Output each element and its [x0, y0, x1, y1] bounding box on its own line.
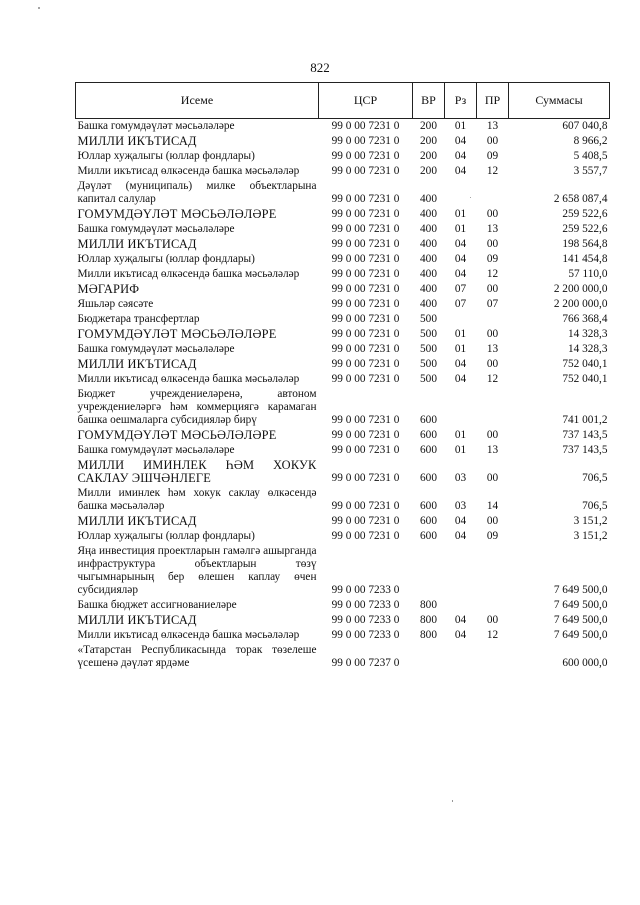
cell-pr: 13: [486, 120, 499, 132]
cell-name: Башка гомумдәүләт мәсьәләләре: [77, 120, 235, 132]
cell-csr: 99 0 00 7233 0: [331, 599, 400, 611]
cell-csr: 99 0 00 7233 0: [331, 629, 400, 641]
cell-sum: 14 328,3: [567, 328, 608, 340]
cell-rz: 04: [454, 268, 467, 280]
cell-sum: 198 564,8: [562, 238, 608, 250]
cell-name: Милли икътисад өлкәсендә башка мәсьәләләр: [77, 629, 300, 641]
cell-name: Милли икътисад өлкәсендә башка мәсьәләләр: [77, 268, 300, 280]
cell-sum: 2 200 000,0: [553, 298, 608, 310]
cell-sum: 3 557,7: [573, 165, 608, 177]
cell-sum: 7 649 500,0: [553, 584, 608, 596]
cell-name: МИЛЛИ ИМИНЛЕК ҺӘМ ХОКУК САКЛАУ ЭШЧӘНЛЕГЕ: [77, 458, 317, 485]
cell-rz: [445, 544, 477, 598]
cell-vr: 800: [420, 629, 437, 641]
cell-pr: [477, 544, 509, 598]
cell-sum: 752 040,1: [562, 358, 608, 370]
cell-vr: 400: [420, 268, 437, 280]
table-row: [76, 643, 610, 671]
cell-rz: 07: [454, 298, 467, 310]
cell-csr: 99 0 00 7231 0: [331, 472, 400, 484]
cell-pr: 00: [486, 283, 499, 295]
cell-sum: 600 000,0: [562, 657, 608, 669]
table-row: [76, 164, 610, 179]
table-row: [76, 529, 610, 544]
table-row: [76, 252, 610, 267]
cell-sum: 57 110,0: [568, 268, 608, 280]
cell-vr: 400: [420, 283, 437, 295]
cell-csr: 99 0 00 7231 0: [331, 283, 400, 295]
cell-sum: 3 151,2: [573, 530, 608, 542]
table-row: [76, 428, 610, 443]
cell-sum: 737 143,5: [562, 444, 608, 456]
table-row: [76, 458, 610, 486]
cell-pr: 13: [486, 343, 499, 355]
table-row: [76, 628, 610, 643]
cell-name: Милли иминлек һәм хокук саклау өлкәсендә башка мәсьәләләр: [77, 487, 317, 512]
scan-speck: [470, 197, 471, 198]
cell-csr: 99 0 00 7231 0: [331, 313, 400, 325]
cell-name: МИЛЛИ ИКЪТИСАД: [77, 514, 197, 528]
cell-rz: 01: [454, 444, 467, 456]
cell-csr: 99 0 00 7231 0: [331, 165, 400, 177]
cell-rz: 04: [454, 358, 467, 370]
table-row: [76, 267, 610, 282]
table-row: [76, 486, 610, 514]
cell-vr: 400: [420, 208, 437, 220]
cell-pr: 00: [486, 472, 499, 484]
cell-csr: 99 0 00 7231 0: [331, 208, 400, 220]
cell-sum: 3 151,2: [573, 515, 608, 527]
cell-pr: 00: [486, 238, 499, 250]
cell-vr: 500: [420, 373, 437, 385]
cell-rz: 04: [454, 150, 467, 162]
cell-pr: 12: [486, 629, 499, 641]
table-row: [76, 357, 610, 372]
cell-csr: 99 0 00 7233 0: [331, 584, 400, 596]
cell-sum: 706,5: [582, 472, 608, 484]
cell-vr: 600: [420, 414, 437, 426]
cell-pr: 00: [486, 614, 499, 626]
cell-name: Башка гомумдәүләт мәсьәләләре: [77, 343, 235, 355]
cell-pr: 12: [486, 165, 499, 177]
cell-vr: [413, 643, 445, 671]
cell-name: Милли икътисад өлкәсендә башка мәсьәләләр: [77, 373, 300, 385]
cell-sum: 8 966,2: [573, 135, 608, 147]
cell-name: Башка гомумдәүләт мәсьәләләре: [77, 444, 235, 456]
cell-pr: 09: [486, 253, 499, 265]
cell-rz: 04: [454, 530, 467, 542]
cell-pr: [477, 179, 509, 207]
table-header-row: [76, 83, 610, 119]
cell-name: Яңа инвестиция проектларын гамәлгә ашырганда инфраструктура объектларын төзү чыгымнарының бер өлешен каплау өчен субсидияләр: [77, 545, 317, 596]
header-pr: ПР: [477, 83, 509, 119]
cell-csr: 99 0 00 7231 0: [331, 500, 400, 512]
cell-csr: 99 0 00 7231 0: [331, 373, 400, 385]
header-sum: Суммасы: [509, 83, 610, 119]
cell-name: ГОМУМДӘҮЛӘТ МӘСЬӘЛӘЛӘРЕ: [77, 207, 277, 221]
cell-rz: 04: [454, 165, 467, 177]
cell-pr: 00: [486, 135, 499, 147]
table-row: [76, 443, 610, 458]
table-row: [76, 134, 610, 149]
cell-sum: 2 658 087,4: [553, 193, 608, 205]
cell-name: Милли икътисад өлкәсендә башка мәсьәләләр: [77, 165, 300, 177]
cell-vr: 400: [420, 298, 437, 310]
cell-pr: [477, 387, 509, 428]
cell-name: Юллар хуҗалыгы (юллар фондлары): [77, 530, 255, 542]
table-row: [76, 387, 610, 428]
cell-sum: 259 522,6: [562, 223, 608, 235]
cell-csr: 99 0 00 7231 0: [331, 444, 400, 456]
cell-rz: 01: [454, 223, 467, 235]
cell-rz: 01: [454, 120, 467, 132]
cell-rz: 04: [454, 515, 467, 527]
cell-csr: 99 0 00 7231 0: [331, 268, 400, 280]
cell-rz: 04: [454, 253, 467, 265]
cell-rz: 04: [454, 629, 467, 641]
cell-rz: [445, 598, 477, 613]
header-name: Исеме: [76, 83, 319, 119]
cell-rz: [445, 179, 477, 207]
cell-pr: 12: [486, 268, 499, 280]
cell-name: ГОМУМДӘҮЛӘТ МӘСЬӘЛӘЛӘРЕ: [77, 428, 277, 442]
cell-sum: 5 408,5: [573, 150, 608, 162]
cell-csr: 99 0 00 7231 0: [331, 414, 400, 426]
cell-name: Юллар хуҗалыгы (юллар фондлары): [77, 150, 255, 162]
cell-rz: 01: [454, 208, 467, 220]
cell-vr: 400: [420, 253, 437, 265]
cell-pr: 00: [486, 328, 499, 340]
cell-pr: [477, 643, 509, 671]
table-row: [76, 282, 610, 297]
cell-rz: [445, 643, 477, 671]
cell-vr: 500: [420, 343, 437, 355]
cell-csr: 99 0 00 7231 0: [331, 120, 400, 132]
cell-vr: 600: [420, 515, 437, 527]
cell-vr: 500: [420, 358, 437, 370]
cell-name: МИЛЛИ ИКЪТИСАД: [77, 613, 197, 627]
cell-csr: 99 0 00 7231 0: [331, 343, 400, 355]
cell-csr: 99 0 00 7231 0: [331, 150, 400, 162]
cell-pr: 00: [486, 429, 499, 441]
cell-name: МИЛЛИ ИКЪТИСАД: [77, 134, 197, 148]
cell-csr: 99 0 00 7231 0: [331, 193, 400, 205]
cell-pr: 00: [486, 515, 499, 527]
cell-vr: 600: [420, 472, 437, 484]
cell-rz: 04: [454, 135, 467, 147]
cell-rz: 01: [454, 429, 467, 441]
table-row: [76, 598, 610, 613]
table-row: [76, 179, 610, 207]
table-row: [76, 222, 610, 237]
cell-rz: 03: [454, 500, 467, 512]
cell-csr: 99 0 00 7231 0: [331, 530, 400, 542]
cell-vr: 400: [420, 193, 437, 205]
cell-pr: 07: [486, 298, 499, 310]
budget-table: [75, 82, 610, 671]
cell-vr: 800: [420, 614, 437, 626]
cell-rz: 04: [454, 373, 467, 385]
cell-rz: 04: [454, 614, 467, 626]
cell-pr: 00: [486, 358, 499, 370]
cell-name: ГОМУМДӘҮЛӘТ МӘСЬӘЛӘЛӘРЕ: [77, 327, 277, 341]
table-row: [76, 342, 610, 357]
cell-vr: [413, 544, 445, 598]
cell-vr: 400: [420, 238, 437, 250]
cell-csr: 99 0 00 7231 0: [331, 298, 400, 310]
cell-csr: 99 0 00 7231 0: [331, 328, 400, 340]
table-row: [76, 312, 610, 327]
cell-csr: 99 0 00 7231 0: [331, 238, 400, 250]
cell-sum: 752 040,1: [562, 373, 608, 385]
cell-name: Дәүләт (муниципаль) милке объектларына капитал салулар: [77, 180, 317, 205]
cell-pr: [477, 312, 509, 327]
cell-pr: 14: [486, 500, 499, 512]
cell-sum: 741 001,2: [562, 414, 608, 426]
cell-name: МӘГАРИФ: [77, 282, 140, 296]
header-csr: ЦСР: [319, 83, 413, 119]
table-row: [76, 119, 610, 135]
cell-csr: 99 0 00 7231 0: [331, 253, 400, 265]
cell-vr: 400: [420, 223, 437, 235]
cell-vr: 800: [420, 599, 437, 611]
cell-vr: 500: [420, 328, 437, 340]
table-row: [76, 327, 610, 342]
cell-csr: 99 0 00 7237 0: [331, 657, 400, 669]
cell-rz: [445, 387, 477, 428]
cell-rz: 04: [454, 238, 467, 250]
cell-vr: 200: [420, 120, 437, 132]
cell-name: Башка гомумдәүләт мәсьәләләре: [77, 223, 235, 235]
cell-sum: 7 649 500,0: [553, 614, 608, 626]
cell-name: «Татарстан Республикасында торак төзелеше үсешенә дәүләт ярдәме: [77, 644, 317, 669]
cell-vr: 200: [420, 165, 437, 177]
cell-rz: 03: [454, 472, 467, 484]
cell-name: Башка бюджет ассигнованиеләре: [77, 599, 237, 611]
cell-rz: 07: [454, 283, 467, 295]
cell-vr: 600: [420, 530, 437, 542]
scan-speck: [38, 7, 40, 9]
cell-vr: 500: [420, 313, 437, 325]
cell-rz: 01: [454, 328, 467, 340]
table-row: [76, 372, 610, 387]
cell-csr: 99 0 00 7231 0: [331, 515, 400, 527]
header-rz: Рз: [445, 83, 477, 119]
cell-sum: 7 649 500,0: [553, 599, 608, 611]
cell-vr: 600: [420, 429, 437, 441]
cell-pr: 00: [486, 208, 499, 220]
cell-csr: 99 0 00 7231 0: [331, 429, 400, 441]
cell-rz: 01: [454, 343, 467, 355]
table-row: [76, 149, 610, 164]
cell-pr: 09: [486, 150, 499, 162]
cell-pr: 13: [486, 223, 499, 235]
cell-vr: 600: [420, 500, 437, 512]
cell-csr: 99 0 00 7231 0: [331, 358, 400, 370]
header-vr: ВР: [413, 83, 445, 119]
cell-name: МИЛЛИ ИКЪТИСАД: [77, 357, 197, 371]
table-row: [76, 297, 610, 312]
table-row: [76, 544, 610, 598]
cell-vr: 600: [420, 444, 437, 456]
cell-name: Бюджет учреждениеләренә, автоном учреждениеләргә һәм коммерциягә карамаган башка оешмаларга субсидияләр бирү: [77, 388, 317, 426]
cell-sum: 7 649 500,0: [553, 629, 608, 641]
cell-name: МИЛЛИ ИКЪТИСАД: [77, 237, 197, 251]
cell-vr: 200: [420, 135, 437, 147]
cell-sum: 706,5: [582, 500, 608, 512]
cell-sum: 2 200 000,0: [553, 283, 608, 295]
cell-name: Юллар хуҗалыгы (юллар фондлары): [77, 253, 255, 265]
cell-sum: 607 040,8: [562, 120, 608, 132]
table-body: [76, 119, 610, 672]
cell-sum: 766 368,4: [562, 313, 608, 325]
cell-sum: 259 522,6: [562, 208, 608, 220]
cell-name: Бюджетара трансфертлар: [77, 313, 200, 325]
table-row: [76, 237, 610, 252]
page-number: 822: [310, 60, 330, 75]
table-row: [76, 613, 610, 628]
cell-pr: 13: [486, 444, 499, 456]
scan-speck: [452, 800, 453, 802]
cell-sum: 737 143,5: [562, 429, 608, 441]
cell-pr: 09: [486, 530, 499, 542]
cell-pr: 12: [486, 373, 499, 385]
table-row: [76, 207, 610, 222]
cell-vr: 200: [420, 150, 437, 162]
table-row: [76, 514, 610, 529]
cell-csr: 99 0 00 7233 0: [331, 614, 400, 626]
cell-csr: 99 0 00 7231 0: [331, 135, 400, 147]
cell-csr: 99 0 00 7231 0: [331, 223, 400, 235]
cell-sum: 14 328,3: [567, 343, 608, 355]
cell-sum: 141 454,8: [562, 253, 608, 265]
cell-rz: [445, 312, 477, 327]
cell-pr: [477, 598, 509, 613]
cell-name: Яшьләр сәясәте: [77, 298, 154, 310]
